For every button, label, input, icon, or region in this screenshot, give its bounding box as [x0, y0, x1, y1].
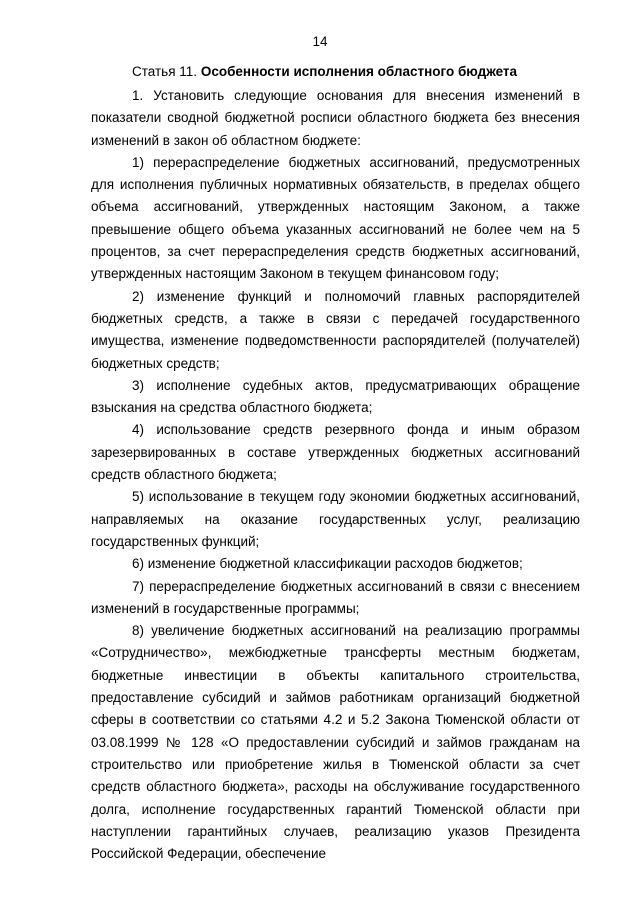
list-item-7: 7) перераспределение бюджетных ассигнований в связи с внесением изменений в государственные программы; [91, 578, 580, 616]
list-item-2: 2) изменение функций и полномочий главных распорядителей бюджетных средств, а также в связи с передачей государственного имущества, изменение подведомственности распорядителей (получателей) бюджетных средств; [91, 288, 580, 371]
article-heading [132, 64, 517, 79]
list-item-1: 1) перераспределение бюджетных ассигнований, предусмотренных для исполнения публичных нормативных обязательств, в пределах общего объема ассигнований, утвержденных настоящим Законом, а также превышение общего объема указанных ассигнований не более чем на 5 процентов, за счет перераспределения средств бюджетных ассигнований, утвержденных настоящим Законом в текущем финансовом году; [91, 154, 580, 282]
list-item-3: 3) исполнение судебных актов, предусматривающих обращение взыскания на средства областного бюджета; [91, 377, 580, 416]
list-item-8: 8) увеличение бюджетных ассигнований на реализацию программы «Сотрудничество», межбюджетные трансферты местным бюджетам, бюджетные инвестиции в объекты капитального строительства, предоставление субсидий и займов работникам организаций бюджетной сферы в соответствии со статьями 4.2 и 5.2 Закона Тюменской области от 03.08.1999 № 128 «О предоставлении субсидий и займов гражданам на строительство или приобретение жилья в Тюменской области за счет средств областного бюджета», расходы на обслуживание государственного долга, исполнение государственных гарантий Тюменской области при наступлении гарантийных случаев, реализацию указов Президента Российской Федерации, обеспечение [91, 623, 580, 862]
list-item-5: 5) использование в текущем году экономии бюджетных ассигнований, направляемых на оказание государственных услуг, реализацию государственных функций; [91, 489, 580, 549]
list-item-6: 6) изменение бюджетной классификации расходов бюджетов; [132, 556, 523, 572]
list-item-4: 4) использование средств резервного фонда и иным образом зарезервированных в составе утвержденных бюджетных ассигнований средств областного бюджета; [91, 422, 580, 483]
article-prefix: Статья 11. [132, 64, 198, 79]
page-number: 14 [312, 34, 328, 49]
document-body [91, 85, 580, 865]
article-title: Особенности исполнения областного бюджета [200, 64, 518, 79]
paragraph-intro: 1. Установить следующие основания для внесения изменений в показатели сводной бюджетной росписи областного бюджета без внесения изменений в закон об областном бюджете: [91, 88, 580, 148]
